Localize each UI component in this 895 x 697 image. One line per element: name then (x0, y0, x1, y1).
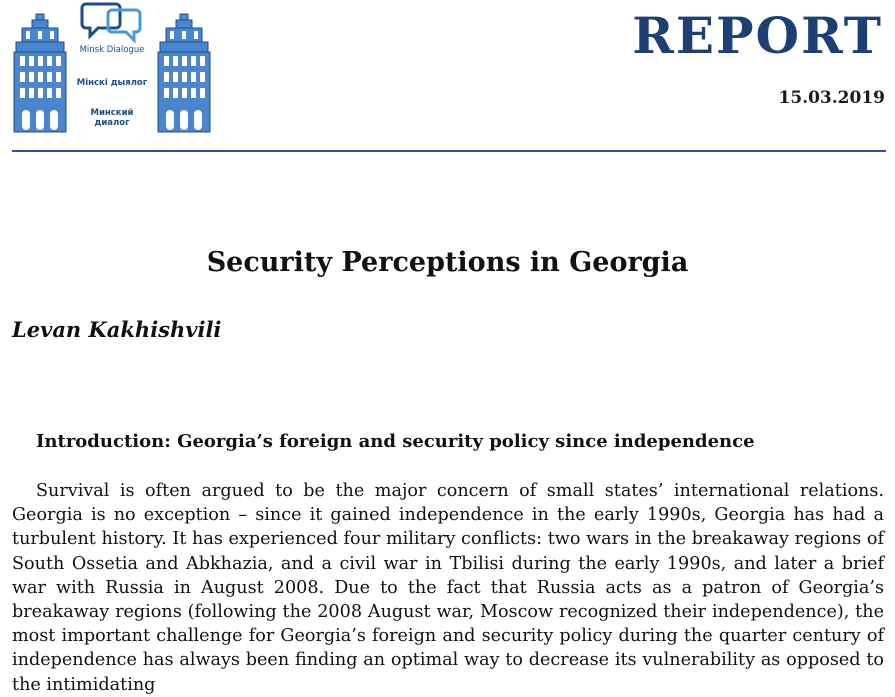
document-author: Levan Kakhishvili (12, 317, 222, 342)
report-header (0, 0, 895, 152)
report-date: 15.03.2019 (778, 88, 885, 108)
logo-name-be: Мінскі дыялог (76, 78, 148, 88)
logo-center (72, 0, 152, 134)
header-divider (12, 150, 886, 152)
report-label: REPORT (632, 6, 883, 65)
speech-bubbles-icon (82, 0, 144, 42)
body-paragraph: Survival is often argued to be the major concern of small states’ international relations. Georgia is no exception – since it gained independence in the early 1990s, Georgia has had a turbulent history. It has experienced four military conflicts: two wars in the breakaway regions of South Ossetia and Abkhazia, and a civil war in Tbilisi during the early 1990s, and later a brief war with Russia in August 2008. Due to the fact that Russia acts as a patron of Georgia’s breakaway regions (following the 2008 August war, Moscow recognized their independence), the most important challenge for Georgia’s foreign and security policy during the quarter century of independence has always been finding an optimal way to decrease its vulnerability as opposed to the intimidating (12, 481, 884, 695)
left-tower-icon (12, 14, 68, 132)
minsk-dialogue-logo (10, 0, 214, 134)
section-heading: Introduction: Georgia’s foreign and security policy since independence (36, 431, 755, 452)
logo-name-en: Minsk Dialogue (79, 45, 145, 55)
logo-name-ru: Минский диалог (90, 108, 134, 128)
document-title: Security Perceptions in Georgia (206, 247, 689, 278)
right-tower-icon (156, 14, 212, 132)
